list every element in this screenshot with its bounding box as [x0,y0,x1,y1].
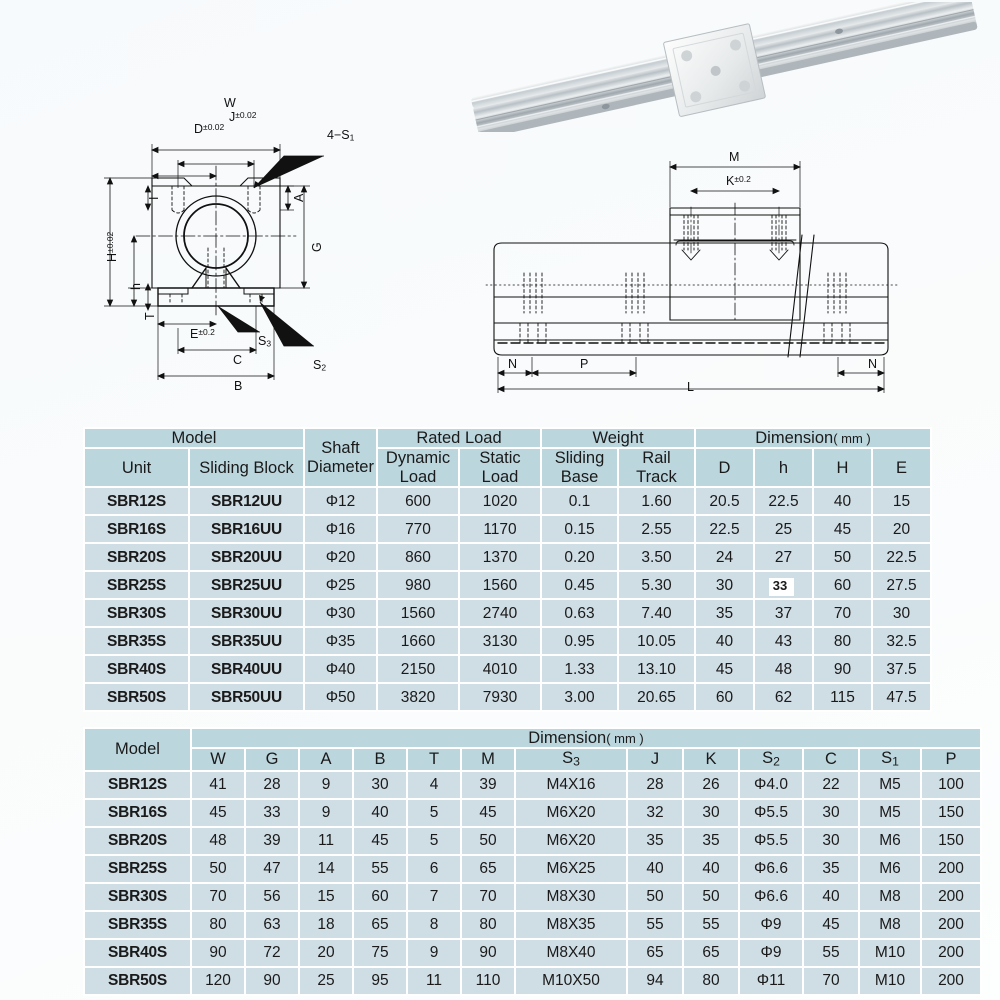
cell-W: 70 [192,884,244,910]
table-row [85,488,930,514]
cell-h: 62 [755,684,812,710]
cell-static: 1020 [460,488,540,514]
cell-shaft: Φ35 [305,628,376,654]
cell-W: 80 [192,912,244,938]
cell-E: 37.5 [873,656,930,682]
cell-model: SBR20S [85,828,190,854]
table-row [85,572,930,598]
cell-H: 70 [814,600,871,626]
cell-S2: Φ4.0 [740,772,802,798]
cell-K: 35 [684,828,738,854]
cell-model: SBR35S [85,912,190,938]
cell-T: 5 [408,800,460,826]
label-N-left: N [508,357,518,371]
cell-H: 50 [814,544,871,570]
cell-dynamic: 3820 [378,684,458,710]
cell-S1: M5 [860,772,920,798]
cell-B: 40 [354,800,406,826]
cell-block: SBR40UU [190,656,303,682]
th2-W: W [192,749,244,769]
table-row [85,628,930,654]
cell-S3: M6X25 [516,856,626,882]
cell-rail_track: 2.55 [619,516,694,542]
cell-E: 27.5 [873,572,930,598]
cell-E: 22.5 [873,544,930,570]
cell-block: SBR12UU [190,488,303,514]
cell-unit: SBR16S [85,516,188,542]
table-row [85,772,980,798]
table1-wrapper [83,427,932,712]
cell-D: 30 [696,572,753,598]
cell-block: SBR30UU [190,600,303,626]
cell-D: 40 [696,628,753,654]
th-model: Model [85,429,303,447]
cell-T: 7 [408,884,460,910]
cell-D: 20.5 [696,488,753,514]
cell-model: SBR16S [85,800,190,826]
th-dim-h: h [755,449,812,486]
th2-C: C [804,749,858,769]
cell-S1: M5 [860,800,920,826]
table2-body [85,772,980,994]
cell-S3: M8X35 [516,912,626,938]
cell-S1: M10 [860,940,920,966]
cell-C: 30 [804,800,858,826]
cell-J: 65 [628,940,682,966]
cell-K: 55 [684,912,738,938]
cell-T: 6 [408,856,460,882]
cell-H: 60 [814,572,871,598]
cell-W: 45 [192,800,244,826]
cell-D: 60 [696,684,753,710]
cell-rail_track: 20.65 [619,684,694,710]
th-dim-H: H [814,449,871,486]
cell-C: 45 [804,912,858,938]
label-M: M [729,150,740,164]
cell-rail_track: 5.30 [619,572,694,598]
cell-dynamic: 980 [378,572,458,598]
th-sliding-block: Sliding Block [190,449,303,486]
cell-J: 40 [628,856,682,882]
cell-H: 40 [814,488,871,514]
cell-M: 39 [462,772,514,798]
cell-E: 32.5 [873,628,930,654]
cell-P: 200 [922,856,980,882]
cell-rail_track: 7.40 [619,600,694,626]
cell-M: 80 [462,912,514,938]
cell-G: 72 [246,940,298,966]
technical-drawings-area [0,0,1000,415]
cell-W: 48 [192,828,244,854]
cell-h: 25 [755,516,812,542]
cell-unit: SBR30S [85,600,188,626]
cell-M: 70 [462,884,514,910]
cell-rail_track: 10.05 [619,628,694,654]
table2-wrapper [83,727,982,996]
cell-D: 35 [696,600,753,626]
cell-block: SBR35UU [190,628,303,654]
th-shaft-diameter: Shaft Diameter [305,429,376,486]
cell-G: 63 [246,912,298,938]
th2-S3: $S_3$ [516,749,626,769]
cell-M: 45 [462,800,514,826]
cell-static: 7930 [460,684,540,710]
cell-static: 1170 [460,516,540,542]
cell-P: 150 [922,800,980,826]
table1-sub-header-row [85,449,930,486]
rated-load-dimension-table [83,427,932,712]
cell-K: 50 [684,884,738,910]
table-row [85,544,930,570]
table-row [85,884,980,910]
side-assembly-drawing [484,145,914,395]
cell-static: 3130 [460,628,540,654]
table-row [85,656,930,682]
cell-S3: M4X16 [516,772,626,798]
cell-sliding_base: 1.33 [542,656,617,682]
cell-G: 56 [246,884,298,910]
table1-group-header-row [85,429,930,447]
cell-model: SBR50S [85,968,190,994]
product-photo-linear-rail [452,2,997,132]
th2-T: T [408,749,460,769]
cell-D: 22.5 [696,516,753,542]
label-I: I [147,196,161,200]
cell-shaft: Φ30 [305,600,376,626]
cell-sliding_base: 0.15 [542,516,617,542]
th2-B: B [354,749,406,769]
cell-static: 2740 [460,600,540,626]
cell-A: 15 [300,884,352,910]
th-dim-E: E [873,449,930,486]
cell-S2: Φ9 [740,940,802,966]
cell-C: 70 [804,968,858,994]
dimension-table [83,727,982,996]
cell-S1: M6 [860,828,920,854]
cell-T: 4 [408,772,460,798]
retouched-value: 33 [769,578,794,595]
cell-static: 1370 [460,544,540,570]
cell-S1: M6 [860,856,920,882]
cell-B: 95 [354,968,406,994]
th2-S1: $S_1$ [860,749,920,769]
cell-K: 40 [684,856,738,882]
cell-block: SBR16UU [190,516,303,542]
cell-h: 27 [755,544,812,570]
cell-S2: Φ5.5 [740,800,802,826]
cell-S2: Φ5.5 [740,828,802,854]
cell-J: 94 [628,968,682,994]
table2-sub-header-row [85,749,980,769]
cell-B: 65 [354,912,406,938]
label-h: h [129,283,143,290]
cell-P: 200 [922,912,980,938]
cell-sliding_base: 0.63 [542,600,617,626]
cell-C: 22 [804,772,858,798]
cell-sliding_base: 0.1 [542,488,617,514]
cell-B: 75 [354,940,406,966]
cell-A: 9 [300,772,352,798]
cell-S1: M10 [860,968,920,994]
cell-unit: SBR50S [85,684,188,710]
table1-body [85,488,930,710]
cell-H: 80 [814,628,871,654]
cell-S2: Φ6.6 [740,884,802,910]
cell-K: 30 [684,800,738,826]
cell-B: 30 [354,772,406,798]
th2-G: G [246,749,298,769]
cell-S3: M6X20 [516,828,626,854]
table-row [85,912,980,938]
cell-A: 11 [300,828,352,854]
cell-P: 200 [922,968,980,994]
cell-D: 45 [696,656,753,682]
th-dim-D: D [696,449,753,486]
th2-P: P [922,749,980,769]
cell-P: 200 [922,884,980,910]
cell-J: 28 [628,772,682,798]
cell-shaft: Φ40 [305,656,376,682]
cell-S2: Φ11 [740,968,802,994]
cell-block: SBR50UU [190,684,303,710]
cell-J: 55 [628,912,682,938]
cell-S3: M6X20 [516,800,626,826]
label-J: $J^{\pm 0.02}$ [229,110,257,125]
cell-S2: Φ9 [740,912,802,938]
cell-model: SBR12S [85,772,190,798]
th-sliding-base: Sliding Base [542,449,617,486]
cell-K: 80 [684,968,738,994]
cell-static: 1560 [460,572,540,598]
cell-E: 30 [873,600,930,626]
cell-shaft: Φ20 [305,544,376,570]
th2-K: K [684,749,738,769]
cell-unit: SBR25S [85,572,188,598]
cell-h [755,572,812,598]
th2-M: M [462,749,514,769]
cell-unit: SBR12S [85,488,188,514]
cell-dynamic: 2150 [378,656,458,682]
label-H: $H^{\pm 0.02}$ [105,231,120,262]
cell-G: 90 [246,968,298,994]
cell-shaft: Φ25 [305,572,376,598]
cell-static: 4010 [460,656,540,682]
cell-sliding_base: 0.95 [542,628,617,654]
cell-dynamic: 600 [378,488,458,514]
cell-A: 9 [300,800,352,826]
cell-block: SBR25UU [190,572,303,598]
label-P: P [580,357,589,371]
cell-P: 150 [922,828,980,854]
table-row [85,968,980,994]
cell-G: 39 [246,828,298,854]
cell-shaft: Φ12 [305,488,376,514]
cell-G: 33 [246,800,298,826]
cell-h: 43 [755,628,812,654]
cell-J: 50 [628,884,682,910]
cell-M: 90 [462,940,514,966]
table-row [85,600,930,626]
cell-unit: SBR20S [85,544,188,570]
label-G: G [310,242,324,252]
th-rail-track: Rail Track [619,449,694,486]
cell-S3: M10X50 [516,968,626,994]
label-N-right: N [868,357,878,371]
th2-model: Model [85,729,190,770]
cell-sliding_base: 0.45 [542,572,617,598]
label-A: A [292,193,306,202]
cell-A: 14 [300,856,352,882]
table-row [85,940,980,966]
cell-unit: SBR35S [85,628,188,654]
th2-J: J [628,749,682,769]
cell-G: 47 [246,856,298,882]
cell-T: 5 [408,828,460,854]
cell-J: 32 [628,800,682,826]
cell-h: 22.5 [755,488,812,514]
label-E: $E^{\pm 0.2}$ [190,327,215,342]
cell-T: 8 [408,912,460,938]
th-dimension: Dimension( mm ) [696,429,930,447]
cell-E: 15 [873,488,930,514]
cell-W: 50 [192,856,244,882]
cell-H: 45 [814,516,871,542]
label-T: T [143,312,157,320]
label-4-S1: 4−S1 [327,128,355,143]
table2-group-header-row [85,729,980,747]
cell-E: 20 [873,516,930,542]
cell-W: 90 [192,940,244,966]
cell-J: 35 [628,828,682,854]
cell-A: 20 [300,940,352,966]
cell-sliding_base: 0.20 [542,544,617,570]
cell-E: 47.5 [873,684,930,710]
cell-block: SBR20UU [190,544,303,570]
table-row [85,516,930,542]
th2-A: A [300,749,352,769]
cell-M: 50 [462,828,514,854]
label-S3: S3 [258,334,272,349]
cell-sliding_base: 3.00 [542,684,617,710]
cell-B: 45 [354,828,406,854]
cell-h: 37 [755,600,812,626]
cell-shaft: Φ16 [305,516,376,542]
cell-model: SBR40S [85,940,190,966]
label-K: $K^{\pm 0.2}$ [726,174,751,189]
label-D: $D^{\pm 0.02}$ [194,122,225,137]
th-dynamic-load: Dynamic Load [378,449,458,486]
cell-S2: Φ6.6 [740,856,802,882]
table-row [85,828,980,854]
cell-shaft: Φ50 [305,684,376,710]
cell-S1: M8 [860,912,920,938]
cell-dynamic: 860 [378,544,458,570]
cell-rail_track: 1.60 [619,488,694,514]
table-row [85,800,980,826]
cell-P: 200 [922,940,980,966]
cell-rail_track: 3.50 [619,544,694,570]
label-S2: S2 [313,358,327,373]
cell-h: 48 [755,656,812,682]
cell-G: 28 [246,772,298,798]
cell-S3: M8X30 [516,884,626,910]
th-weight: Weight [542,429,694,447]
cell-A: 18 [300,912,352,938]
cell-T: 9 [408,940,460,966]
cell-C: 30 [804,828,858,854]
cell-B: 60 [354,884,406,910]
cell-C: 55 [804,940,858,966]
cell-D: 24 [696,544,753,570]
table-row [85,856,980,882]
label-L: L [687,380,694,394]
cell-dynamic: 770 [378,516,458,542]
cell-S3: M8X40 [516,940,626,966]
cell-W: 41 [192,772,244,798]
cell-rail_track: 13.10 [619,656,694,682]
label-B: B [234,379,243,393]
cell-C: 35 [804,856,858,882]
cell-T: 11 [408,968,460,994]
cell-M: 110 [462,968,514,994]
cell-model: SBR25S [85,856,190,882]
th2-S2: $S_2$ [740,749,802,769]
cell-S1: M8 [860,884,920,910]
cell-A: 25 [300,968,352,994]
label-W: W [224,96,236,110]
cell-M: 65 [462,856,514,882]
cell-H: 115 [814,684,871,710]
cell-H: 90 [814,656,871,682]
cell-K: 26 [684,772,738,798]
cell-C: 40 [804,884,858,910]
cell-model: SBR30S [85,884,190,910]
th2-dimension: Dimension( mm ) [192,729,980,747]
th-static-load: Static Load [460,449,540,486]
cell-dynamic: 1560 [378,600,458,626]
cell-P: 100 [922,772,980,798]
table-row [85,684,930,710]
cell-K: 65 [684,940,738,966]
cell-unit: SBR40S [85,656,188,682]
th-unit: Unit [85,449,188,486]
cell-W: 120 [192,968,244,994]
th-rated-load: Rated Load [378,429,540,447]
cell-dynamic: 1660 [378,628,458,654]
label-C: C [233,353,243,367]
cell-B: 55 [354,856,406,882]
